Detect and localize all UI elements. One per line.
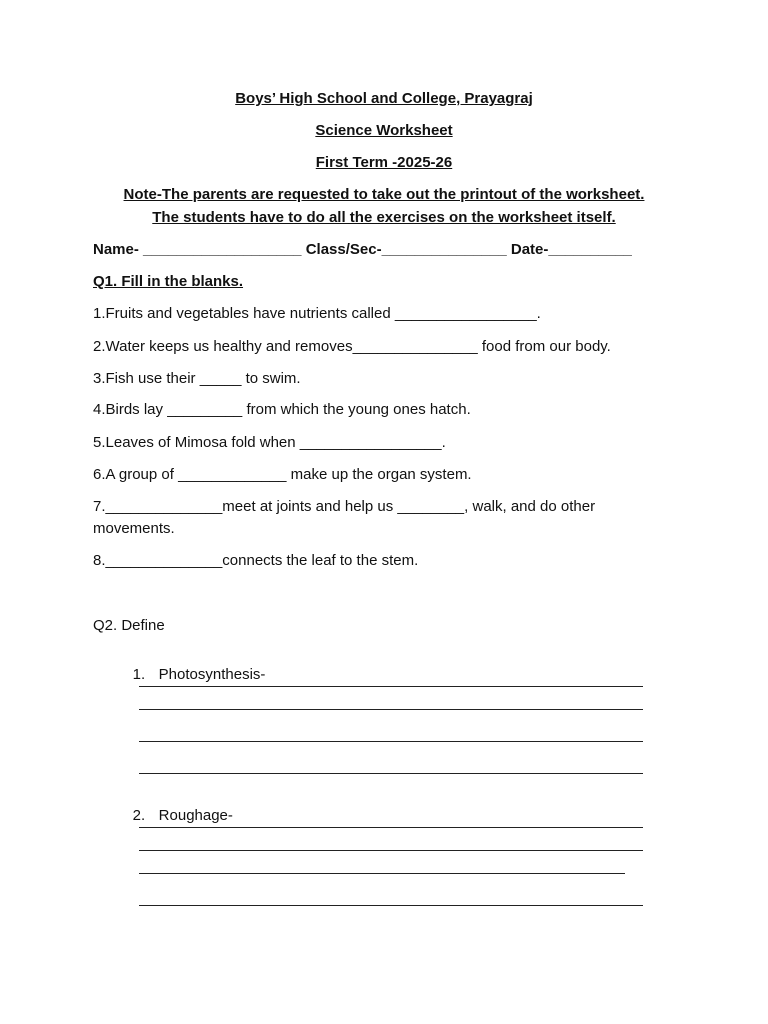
answer-line <box>139 686 643 687</box>
note-line-1: Note-The parents are requested to take out the printout of the worksheet. <box>123 186 645 203</box>
school-name: Boys’ High School and College, Prayagraj <box>235 90 533 107</box>
answer-line <box>139 850 643 851</box>
q1-item-2: 2.Water keeps us healthy and removes_______________ food from our body. <box>93 338 611 355</box>
q1-item-1: 1.Fruits and vegetables have nutrients called _________________. <box>93 305 541 322</box>
answer-line <box>139 709 643 710</box>
q1-item-6: 6.A group of _____________ make up the organ system. <box>93 466 472 483</box>
worksheet-term: First Term -2025-26 <box>315 154 453 171</box>
q2-item-term: Photosynthesis- <box>158 666 266 683</box>
q1-item-5: 5.Leaves of Mimosa fold when _________________. <box>93 434 446 451</box>
worksheet-subject: Science Worksheet <box>315 122 453 139</box>
answer-line <box>139 873 625 874</box>
answer-line <box>139 905 643 906</box>
q1-item-3: 3.Fish use their _____ to swim. <box>93 370 301 387</box>
q2-item-number: 2. <box>132 807 146 824</box>
q1-item-8: 8.______________connects the leaf to the stem. <box>93 552 419 569</box>
answer-line <box>139 741 643 742</box>
student-info-line: Name- ___________________ Class/Sec-_______________ Date-__________ <box>93 241 632 258</box>
q2-item-roughage <box>116 790 233 841</box>
q1-item-7: 7.______________meet at joints and help us ________, walk, and do other <box>93 498 596 515</box>
q2-item-term: Roughage- <box>158 807 233 824</box>
answer-line <box>139 773 643 774</box>
q1-item-7-continued: movements. <box>93 520 175 537</box>
answer-line <box>139 827 643 828</box>
note-line-2: The students have to do all the exercises on the worksheet itself. <box>152 209 616 226</box>
q1-title: Q1. Fill in the blanks. <box>93 273 244 290</box>
q2-item-number: 1. <box>132 666 146 683</box>
q2-title: Q2. Define <box>93 617 165 634</box>
q2-item-photosynthesis <box>116 649 265 700</box>
q1-item-4: 4.Birds lay _________ from which the young ones hatch. <box>93 401 471 418</box>
